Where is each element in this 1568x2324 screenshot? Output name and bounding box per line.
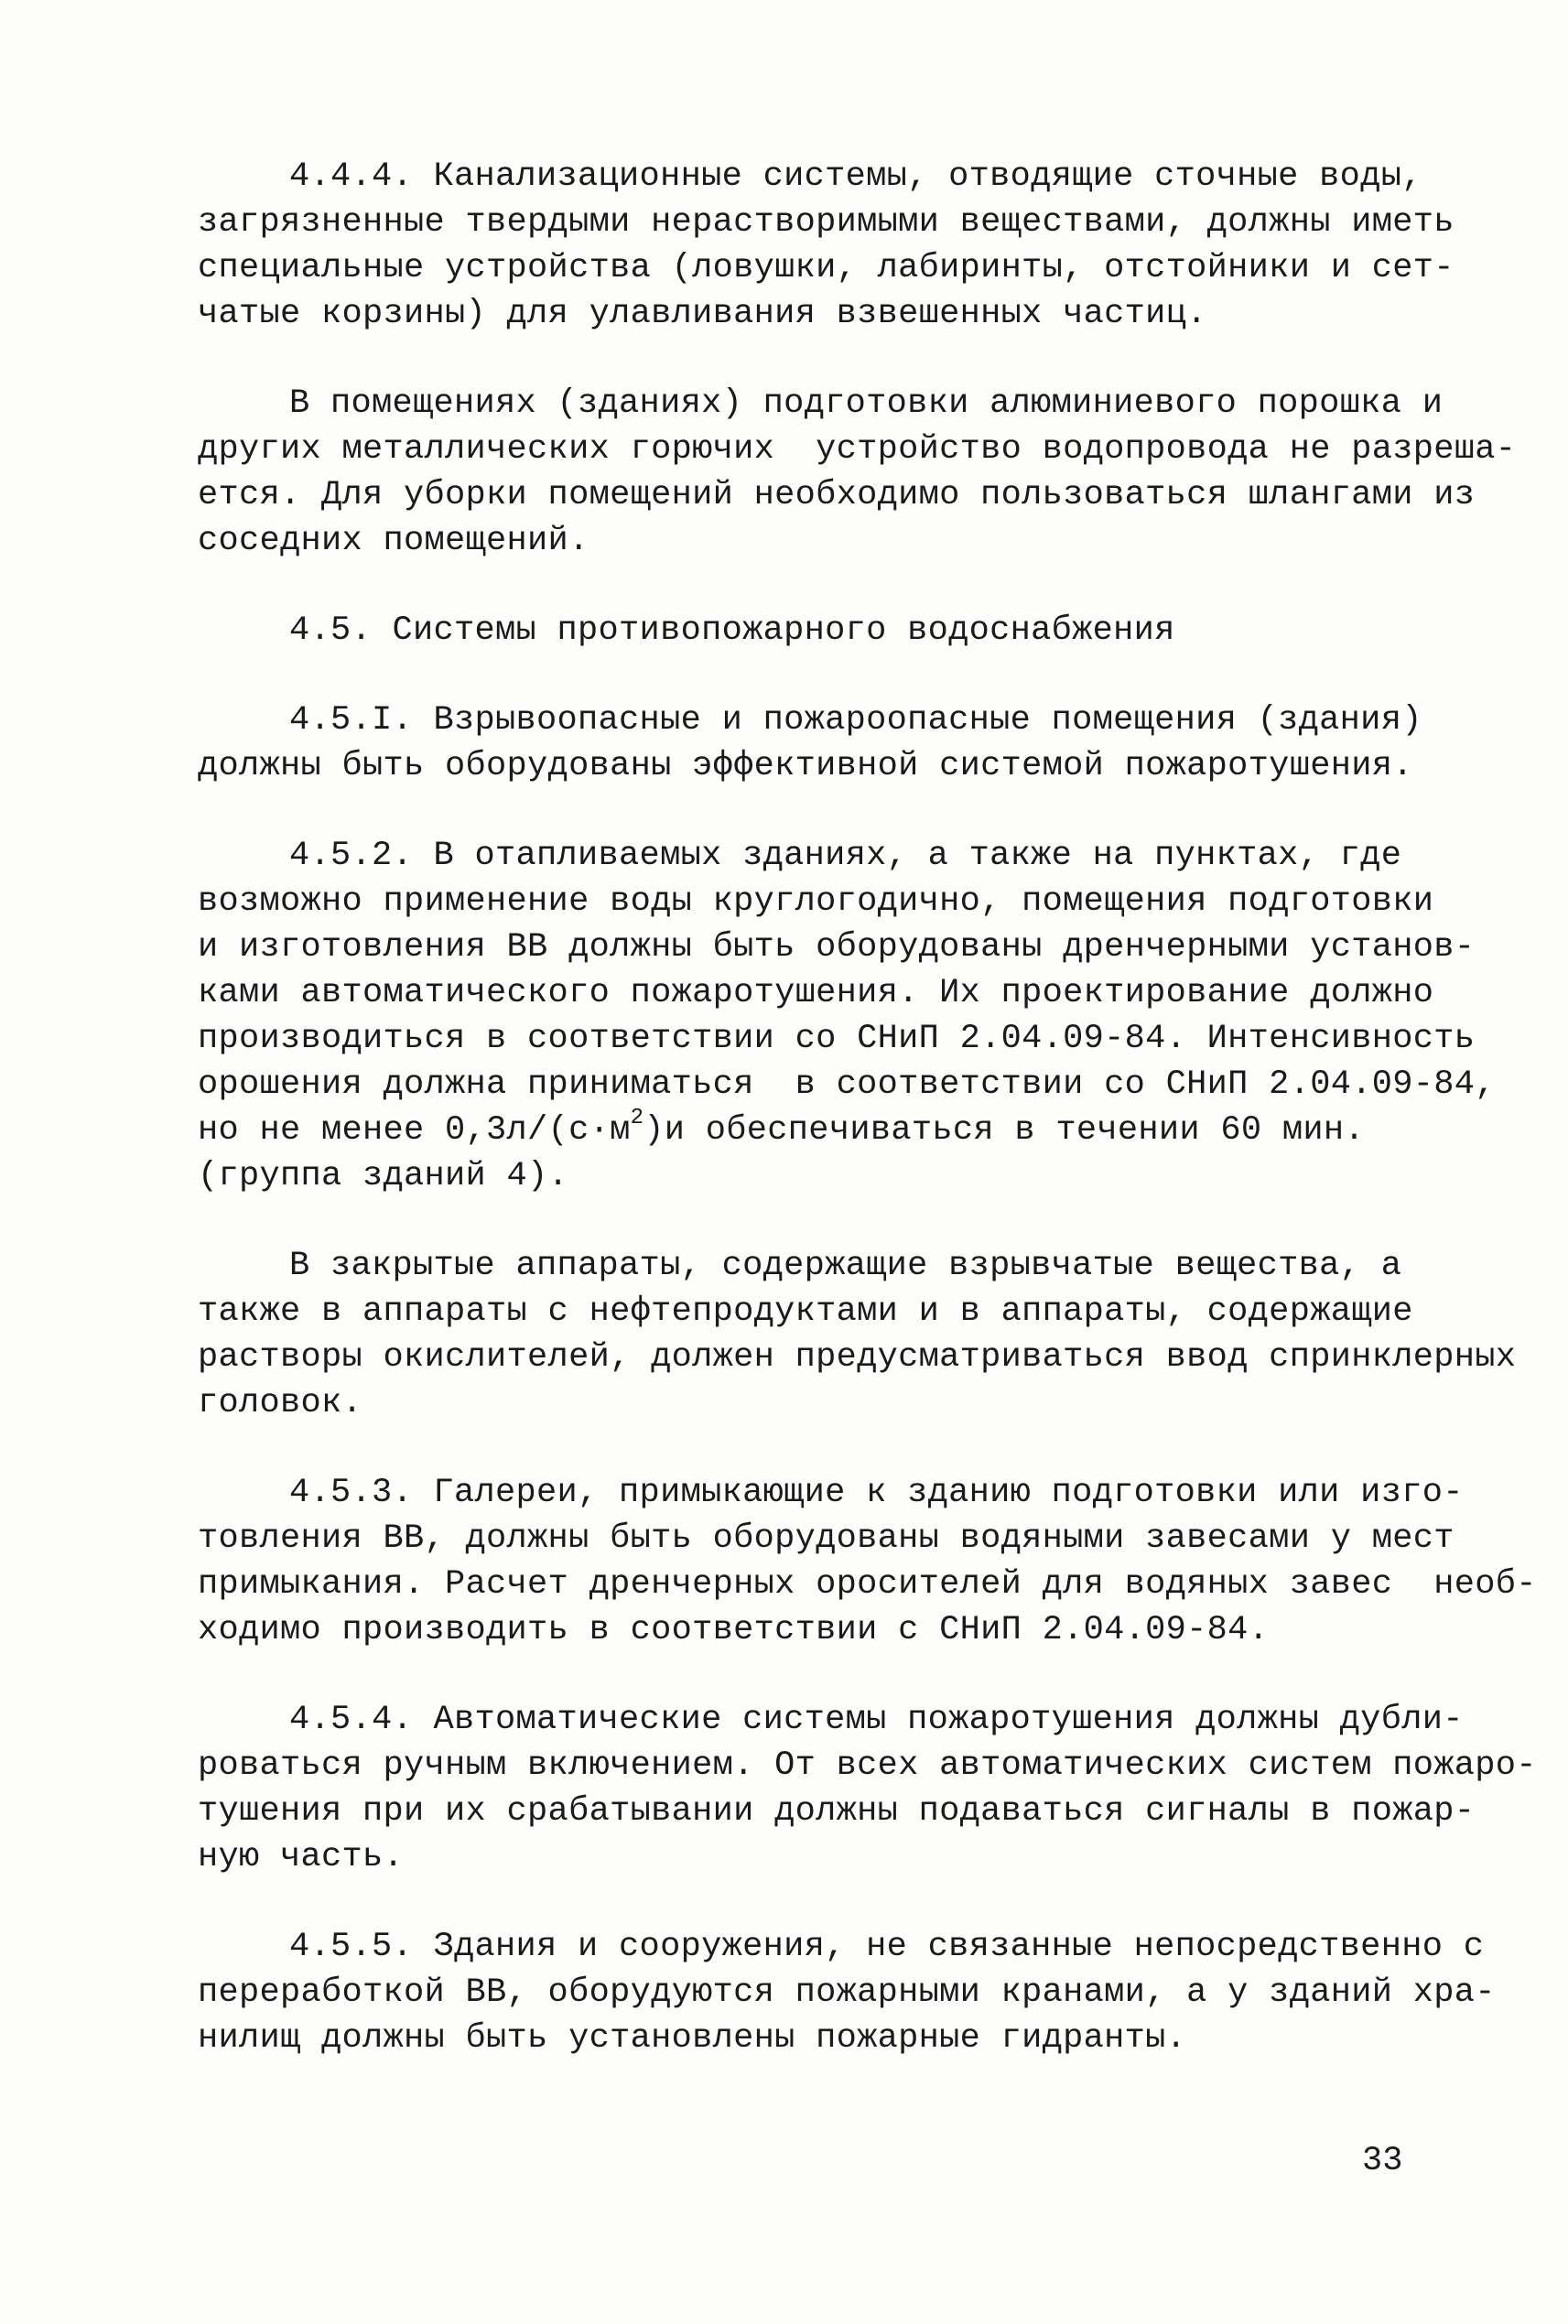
text-line: специальные устройства (ловушки, лабиринты, отстойники и сет- [198, 249, 1454, 287]
text-line: 4.5.I. Взрывоопасные и пожароопасные помещения (здания) [289, 701, 1422, 740]
text-line: загрязненные твердыми нерастворимыми веществами, должны иметь [198, 203, 1454, 242]
text-line: и изготовления ВВ должны быть оборудованы дренчерными установ- [198, 928, 1476, 967]
text-line: соседних помещений. [198, 522, 589, 560]
paragraph-4-5-4 [198, 1697, 1537, 1880]
text-line: производиться в соответствии со СНиП 2.04.09-84. Интенсивность [198, 1020, 1476, 1058]
text-line: должны быть оборудованы эффективной системой пожаротушения. [198, 747, 1413, 785]
text-line: ходимо производить в соответствии с СНиП 2.04.09-84. [198, 1611, 1270, 1649]
text-line: также в аппараты с нефтепродуктами и в аппараты, содержащие [198, 1292, 1413, 1331]
text-line: 4.5.2. В отапливаемых зданиях, а также на пунктах, где [289, 837, 1402, 875]
text-line: растворы окислителей, должен предусматриваться ввод спринклерных [198, 1338, 1517, 1377]
text-line: орошения должна приниматься в соответствии со СНиП 2.04.09-84, [198, 1065, 1496, 1104]
page-number: 33 [1362, 2142, 1403, 2180]
text-line: ную часть. [198, 1838, 405, 1876]
paragraph-aluminium-powder [198, 381, 1517, 564]
paragraph-4-5-1 [198, 697, 1424, 789]
text-line: В помещениях (зданиях) подготовки алюминиевого порошка и [289, 384, 1444, 423]
section-heading-4-5 [198, 608, 1424, 654]
formula-line [198, 1105, 1424, 1153]
paragraph-4-5-3 [198, 1470, 1537, 1653]
formula-text-before: но не менее 0,3л/(с·м [198, 1111, 631, 1150]
text-line: 4.5.4. Автоматические системы пожаротушения должны дубли- [289, 1701, 1464, 1739]
paragraph-4-5-5 [198, 1924, 1496, 2061]
text-line: тушения при их срабатывании должны подаваться сигналы в пожар- [198, 1792, 1476, 1831]
text-line: возможно применение воды круглогодично, помещения подготовки [198, 882, 1434, 921]
document-body [198, 154, 1537, 2105]
text-line: товления ВВ, должны быть оборудованы водяными завесами у мест [198, 1519, 1454, 1558]
text-line: роваться ручным включением. От всех автоматических систем пожаро- [198, 1746, 1537, 1785]
text-line: ется. Для уборки помещений необходимо пользоваться шлангами из [198, 476, 1476, 514]
text-line: 4.5.5. Здания и сооружения, не связанные непосредственно с [289, 1928, 1485, 1966]
text-line: примыкания. Расчет дренчерных оросителей для водяных завес необ- [198, 1565, 1537, 1604]
paragraph-4-5-2 [198, 833, 1496, 1199]
paragraph-4-4-4 [198, 154, 1454, 337]
text-line: (группа зданий 4). [198, 1157, 569, 1195]
text-line: 4.5.3. Галереи, примыкающие к зданию подготовки или изго- [289, 1474, 1464, 1512]
formula-superscript: 2 [630, 1105, 644, 1130]
text-line: других металлических горючих устройство водопровода не разреша- [198, 430, 1517, 469]
text-line: чатые корзины) для улавливания взвешенных частиц. [198, 295, 1207, 333]
paragraph-sprinkler [198, 1243, 1517, 1426]
text-line: 4.4.4. Канализационные системы, отводящие сточные воды, [289, 157, 1422, 196]
section-heading-text: 4.5. Системы противопожарного водоснабжения [289, 611, 1175, 650]
text-line: В закрытые аппараты, содержащие взрывчатые вещества, а [289, 1247, 1402, 1285]
text-line: нилищ должны быть установлены пожарные гидранты. [198, 2019, 1187, 2058]
text-line: головок. [198, 1384, 363, 1422]
text-line: ками автоматического пожаротушения. Их проектирование должно [198, 974, 1434, 1012]
formula-text-after: )и обеспечиваться в течении 60 мин. [643, 1111, 1365, 1150]
text-line: переработкой ВВ, оборудуются пожарными кранами, а у зданий хра- [198, 1973, 1496, 2012]
